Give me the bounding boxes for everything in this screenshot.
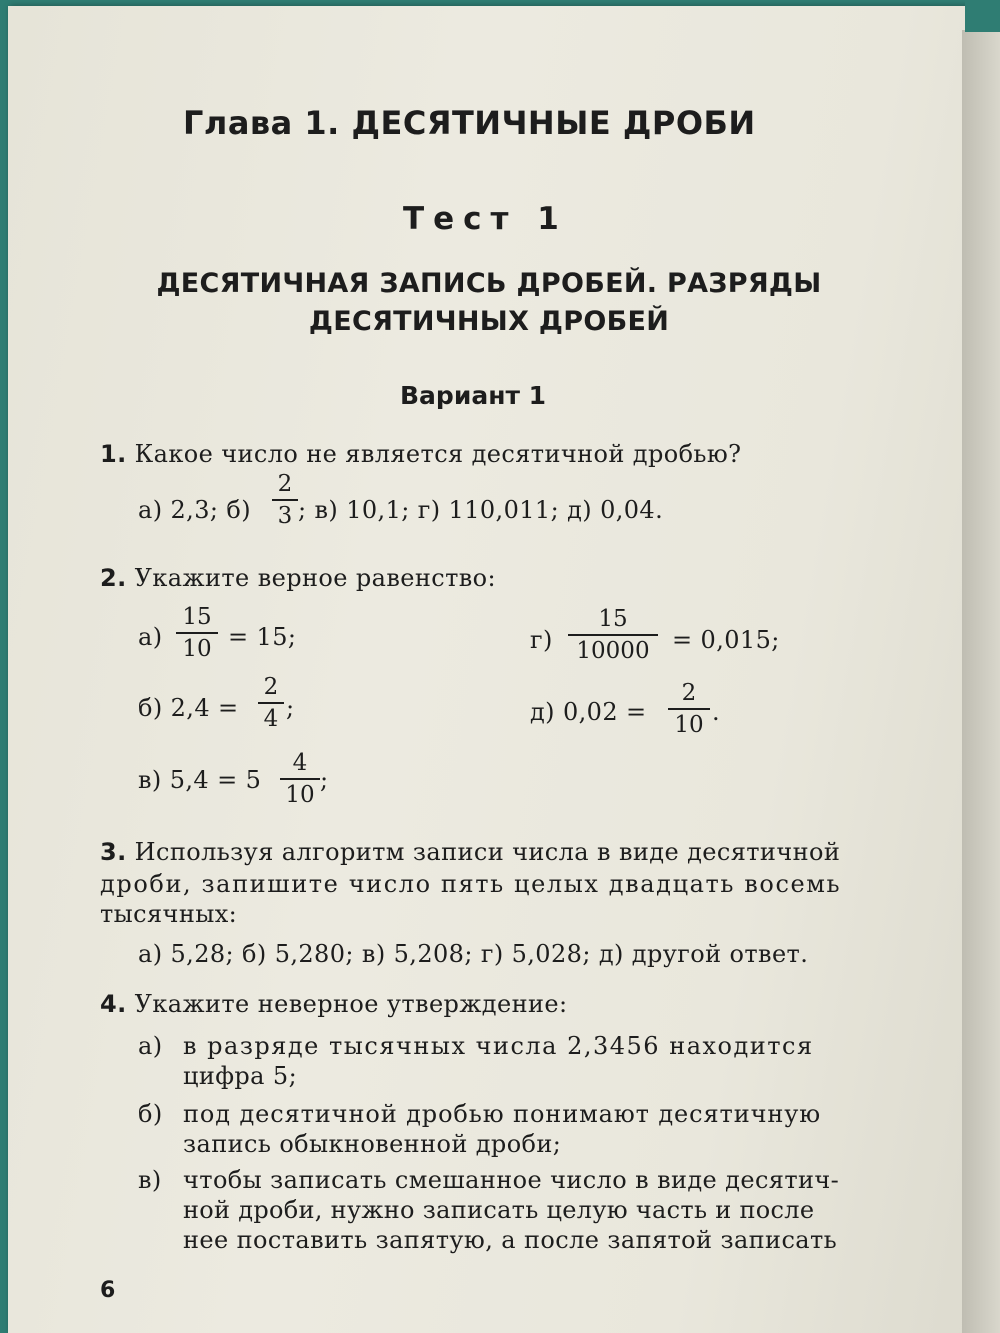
- background-corner: [965, 0, 1000, 32]
- question-text: Какое число не является десятичной дробью?: [134, 440, 742, 468]
- q1-answer-part-1: а) 2,3; б): [138, 496, 251, 524]
- test-title: Тест 1: [403, 201, 568, 237]
- question-3-line-1: 3. Используя алгоритм записи числа в виде десятичной: [100, 838, 841, 866]
- q3-answers: а) 5,28; б) 5,280; в) 5,208; г) 5,028; д) другой ответ.: [138, 940, 809, 968]
- q1-answer-part-2: ; в) 10,1; г) 110,011; д) 0,04.: [298, 496, 664, 524]
- q4-option-b-line-2: запись обыкновенной дроби;: [183, 1130, 562, 1158]
- question-3-line-2: дроби, запишите число пять целых двадцать восемь: [100, 870, 842, 898]
- q2-option-b-label: б) 2,4 =: [138, 694, 239, 722]
- question-3-line-3: тысячных:: [100, 900, 238, 928]
- question-2: [100, 564, 496, 592]
- fraction: 15 10000: [568, 606, 658, 664]
- q2-option-b-rest: ;: [286, 694, 295, 722]
- fraction: 4 10: [280, 750, 320, 808]
- q2-option-g-rest: = 0,015;: [672, 626, 780, 654]
- q2-option-v-rest: ;: [320, 766, 329, 794]
- question-4: [100, 990, 567, 1018]
- book-page: [8, 6, 970, 1333]
- q4-option-a-line-2: цифра 5;: [183, 1062, 298, 1090]
- q2-option-g-label: г): [530, 626, 553, 654]
- q2-option-a-rest: = 15;: [228, 623, 297, 651]
- question-text: Укажите верное равенство:: [134, 564, 496, 592]
- q4-option-b-label: б): [138, 1100, 163, 1128]
- chapter-title: Глава 1. ДЕСЯТИЧНЫЕ ДРОБИ: [183, 104, 756, 142]
- q4-option-a-label: а): [138, 1032, 163, 1060]
- q4-option-b-line-1: под десятичной дробью понимают десятичную: [183, 1100, 822, 1128]
- next-page-edge: [962, 30, 1000, 1333]
- fraction: 15 10: [176, 604, 218, 662]
- q4-option-v-line-2: ной дроби, нужно записать целую часть и после: [183, 1196, 815, 1224]
- topic-line-2: ДЕСЯТИЧНЫХ ДРОБЕЙ: [308, 306, 670, 337]
- fraction: 2 3: [272, 471, 298, 529]
- fraction: 2 10: [668, 680, 710, 738]
- q2-option-a-label: а): [138, 623, 163, 651]
- question-text: Укажите неверное утверждение:: [134, 990, 568, 1018]
- q4-option-a-line-1: в разряде тысячных числа 2,3456 находится: [183, 1032, 814, 1060]
- q2-option-v-label: в) 5,4 = 5: [138, 766, 262, 794]
- question-number: 1.: [100, 440, 127, 468]
- page-number: 6: [100, 1278, 116, 1303]
- question-1: [100, 440, 741, 468]
- topic-line-1: ДЕСЯТИЧНАЯ ЗАПИСЬ ДРОБЕЙ. РАЗРЯДЫ: [156, 268, 822, 299]
- q4-option-v-line-1: чтобы записать смешанное число в виде десятич-: [183, 1166, 840, 1194]
- variant-heading: Вариант 1: [400, 381, 547, 410]
- question-number: 3.: [100, 838, 127, 866]
- question-number: 4.: [100, 990, 127, 1018]
- question-number: 2.: [100, 564, 127, 592]
- q4-option-v-label: в): [138, 1166, 162, 1194]
- q2-option-d-label: д) 0,02 =: [530, 698, 647, 726]
- q4-option-v-line-3: нее поставить запятую, а после запятой записать: [183, 1226, 838, 1254]
- fraction: 2 4: [258, 674, 284, 732]
- q2-option-d-rest: .: [712, 698, 721, 726]
